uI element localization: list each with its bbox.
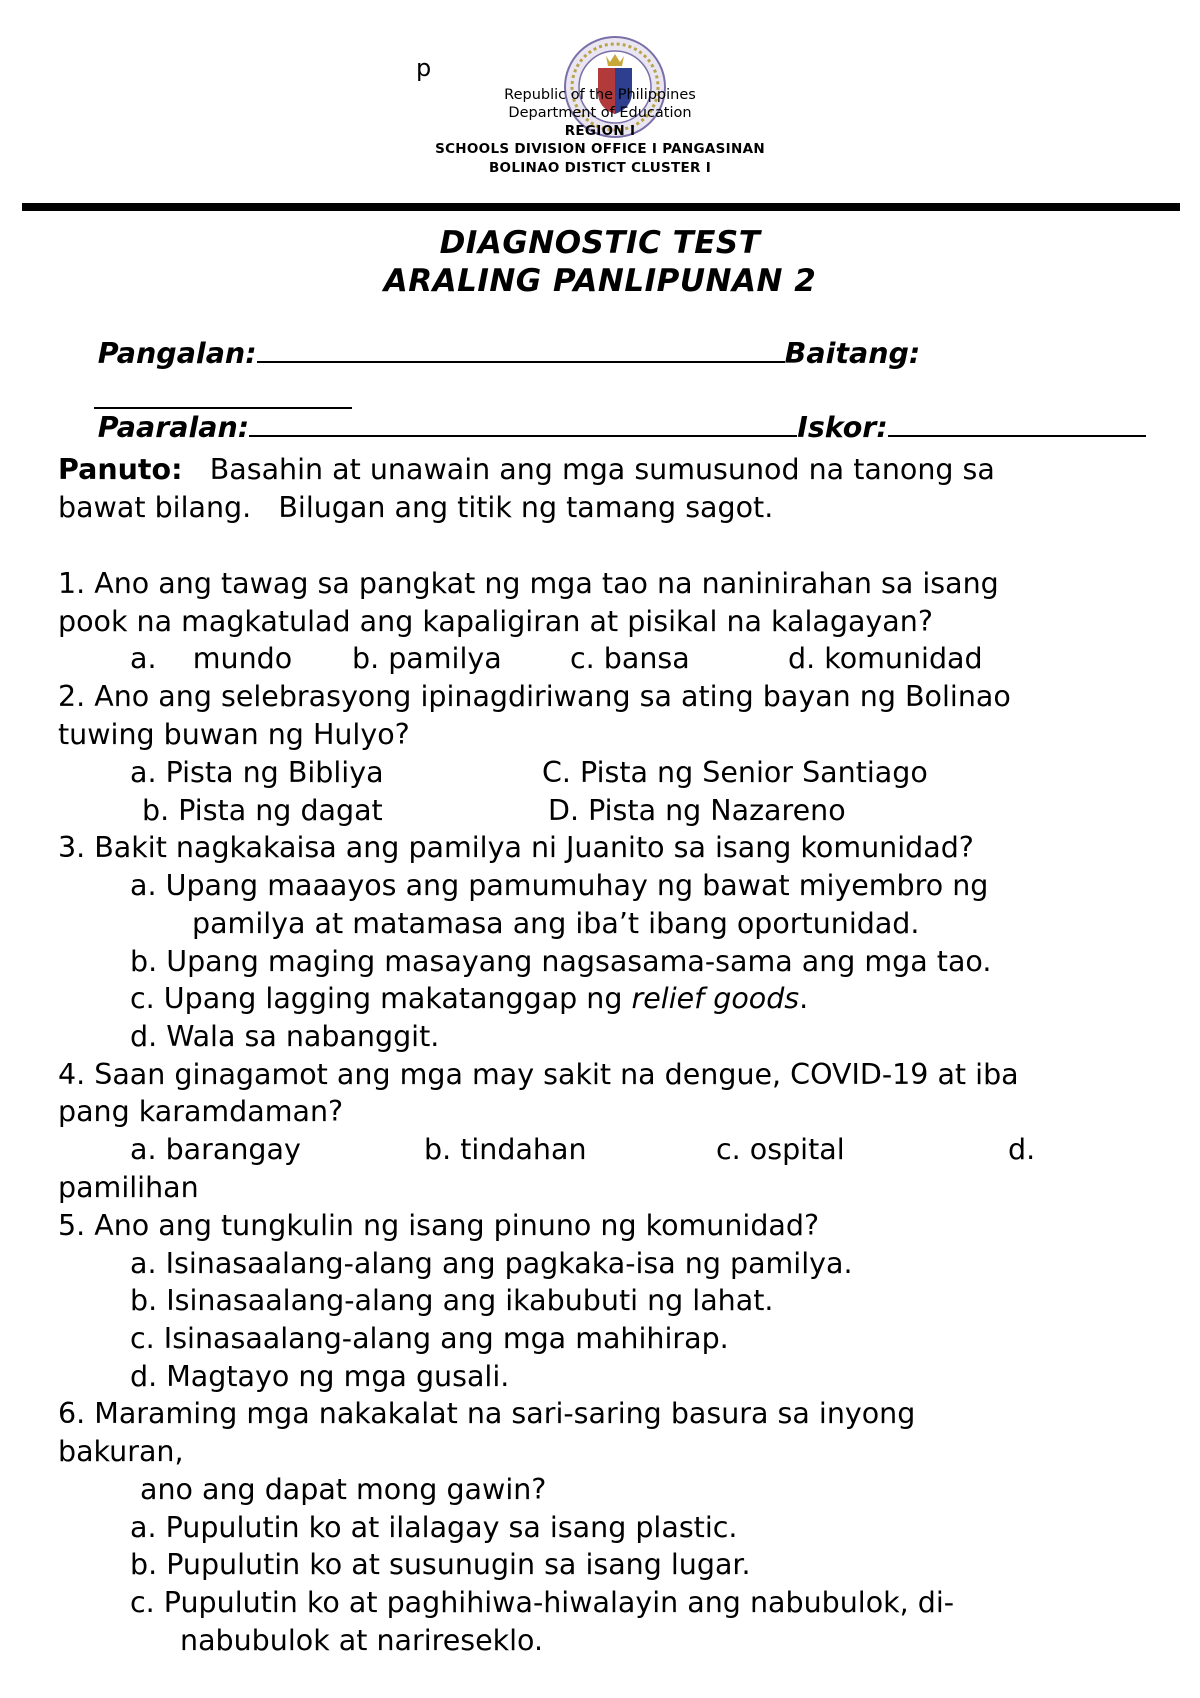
q5-choice-b[interactable]: b. Isinasaalang-alang ang ikabubuti ng lahat. [130,1284,774,1317]
q6-choice-c-cont: nabubulok at narireseklo. [180,1624,544,1657]
score-blank[interactable] [888,409,1146,437]
score-label: Iskor: [797,410,888,444]
question-4-line-1: 4. Saan ginagamot ang mga may sakit na dengue, COVID-19 at iba [58,1058,1019,1091]
relief-goods-text: relief goods [631,982,800,1015]
question-6-line-1: 6. Maraming mga nakakalat na sari-saring basura sa inyong [58,1397,916,1430]
question-4-line-2: pang karamdaman? [58,1095,344,1128]
q2-choice-b[interactable]: b. Pista ng dagat [142,794,383,827]
q1-choice-c[interactable]: c. bansa [570,642,690,675]
school-blank[interactable] [249,409,797,437]
question-6-line-2: bakuran, [58,1435,184,1468]
question-6-line-3: ano ang dapat mong gawin? [140,1473,547,1506]
q3-choice-b[interactable]: b. Upang maging masayang nagsasama-sama ang mga tao. [130,945,992,978]
q2-choice-d[interactable]: D. Pista ng Nazareno [548,794,846,827]
q2-choice-c[interactable]: C. Pista ng Senior Santiago [542,756,928,789]
department-line: Department of Education [508,105,692,121]
cluster-line: BOLINAO DISTICT CLUSTER I [488,160,712,176]
q6-choice-b[interactable]: b. Pupulutin ko at susunugin sa isang lugar. [130,1548,751,1581]
q2-choice-a[interactable]: a. Pista ng Bibliya [130,756,384,789]
q4-choice-a[interactable]: a. barangay [130,1133,301,1166]
q4-choice-d[interactable]: d. [1008,1133,1036,1166]
question-2-line-1: 2. Ano ang selebrasyong ipinagdiriwang sa ating bayan ng Bolinao [58,680,1011,713]
region-line: REGION I [564,123,636,139]
republic-line: Republic of the Philippines [504,87,696,103]
name-label: Pangalan: [97,336,257,370]
q6-choice-c[interactable]: c. Pupulutin ko at paghihiwa-hiwalayin ang nabubulok, di- [130,1586,955,1619]
q4-choice-d-cont: pamilihan [58,1171,199,1204]
q4-choice-c[interactable]: c. ospital [716,1133,845,1166]
q3-choice-c[interactable]: c. Upang lagging makatanggap ng relief goods. [130,982,809,1015]
subject-title: ARALING PANLIPUNAN 2 [383,263,817,299]
q5-choice-a[interactable]: a. Isinasaalang-alang ang pagkaka-isa ng pamilya. [130,1247,853,1280]
question-2-line-2: tuwing buwan ng Hulyo? [58,718,410,751]
instructions-line-2: bawat bilang. Bilugan ang titik ng tamang sagot. [58,491,774,524]
question-3-line-1: 3. Bakit nagkakaisa ang pamilya ni Juanito sa isang komunidad? [58,831,974,864]
question-1-line-1: 1. Ano ang tawag sa pangkat ng mga tao na naninirahan sa isang [58,567,999,600]
q3-choice-d[interactable]: d. Wala sa nabanggit. [130,1020,440,1053]
q1-choice-b[interactable]: b. pamilya [352,642,502,675]
q3-choice-a[interactable]: a. Upang maaayos ang pamumuhay ng bawat miyembro ng [130,869,989,902]
header-rule [22,203,1180,211]
q6-choice-a[interactable]: a. Pupulutin ko at ilalagay sa isang plastic. [130,1511,738,1544]
instructions-label: Panuto: [58,453,183,486]
q1-choice-d[interactable]: d. komunidad [788,642,983,675]
q5-choice-d[interactable]: d. Magtayo ng mga gusali. [130,1360,510,1393]
question-5-line-1: 5. Ano ang tungkulin ng isang pinuno ng komunidad? [58,1209,820,1242]
q4-choice-b[interactable]: b. tindahan [424,1133,587,1166]
question-1-line-2: pook na magkatulad ang kapaligiran at pisikal na kalagayan? [58,605,933,638]
school-label: Paaralan: [97,410,250,444]
q3-choice-a-cont: pamilya at matamasa ang iba’t ibang oportunidad. [192,907,920,940]
q5-choice-c[interactable]: c. Isinasaalang-alang ang mga mahihirap. [130,1322,729,1355]
q1-choice-a[interactable]: a. mundo [130,642,293,675]
instructions-line-1: Panuto: Basahin at unawain ang mga sumusunod na tanong sa [58,453,995,486]
test-title: DIAGNOSTIC TEST [439,225,761,261]
stray-mark: p [416,54,432,82]
division-line: SCHOOLS DIVISION OFFICE I PANGASINAN [435,141,765,157]
grade-label: Baitang: [784,336,921,370]
